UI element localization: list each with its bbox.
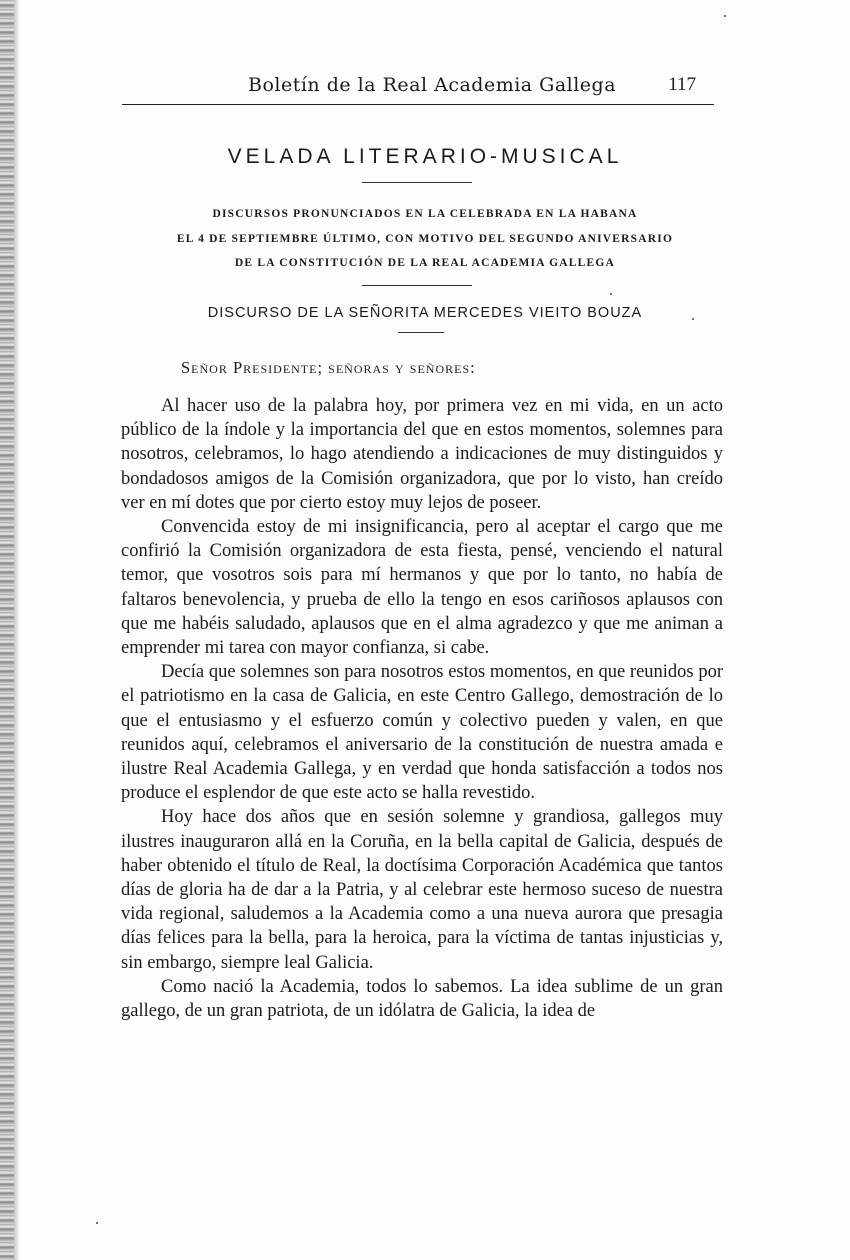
print-speck <box>610 293 612 295</box>
running-head: Boletín de la Real Academia Gallega <box>248 74 617 96</box>
speech-heading: DISCURSO DE LA SEÑORITA MERCEDES VIEITO BOUZA <box>207 305 643 321</box>
speech-heading-rule <box>398 332 444 333</box>
article-title: VELADA LITERARIO-MUSICAL <box>227 145 623 168</box>
book-binding-edge <box>0 0 14 1260</box>
binding-shadow <box>14 0 20 1260</box>
paragraph-1: Al hacer uso de la palabra hoy, por primera vez en mi vida, en un acto público de la índole y la importancia del que en estos momentos, solemnes para nosotros, celebramos, lo hago atendiendo a indicaciones de muy distinguidos y bondadosos amigos de la Comisión organizadora, que por lo visto, han creído ver en mí dotes que por cierto estoy muy lejos de poseer. <box>121 396 723 513</box>
title-rule <box>362 182 472 183</box>
paragraph-5: Como nació la Academia, todos lo sabemos. La idea sublime de un gran gallego, de un gran patriota, de un idólatra de Galicia, la idea de <box>121 976 723 1022</box>
print-speck <box>692 318 694 320</box>
body-text <box>121 394 723 1023</box>
print-speck <box>724 15 726 17</box>
subtitle-line-2: EL 4 DE SEPTIEMBRE ÚLTIMO, CON MOTIVO DEL SEGUNDO ANIVERSARIO <box>176 233 674 245</box>
subtitle-line-3: DE LA CONSTITUCIÓN DE LA REAL ACADEMIA GALLEGA <box>234 257 616 269</box>
salutation: Señor Presidente; señoras y señores: <box>181 358 476 377</box>
page-header <box>122 72 714 105</box>
paragraph-2: Convencida estoy de mi insignificancia, pero al aceptar el cargo que me confirió la Comisión organizadora de esta fiesta, pensé, venciendo el natural temor, que vosotros sois para mí hermanos y que por lo tanto, no había de faltaros benevolencia, y prueba de ello la tengo en esos cariñosos aplausos con que me habéis saludado, aplausos que en el alma agradezco y que me animan a emprender mi tarea con mayor confianza, si cabe. <box>121 517 723 659</box>
paragraph-3: Decía que solemnes son para nosotros estos momentos, en que reunidos por el patriotismo en la casa de Galicia, en este Centro Gallego, demostración de lo que el entusiasmo y el esfuerzo común y colectivo pueden y valen, en que reunidos aquí, celebramos el aniversario de la constitución de nuestra amada e ilustre Real Academia Gallega, y en verdad que honda satisfacción a todos nos produce el esplendor de que este acto se halla revestido. <box>121 662 723 804</box>
subtitle-rule <box>362 285 472 286</box>
subtitle-line-1: DISCURSOS PRONUNCIADOS EN LA CELEBRADA EN LA HABANA <box>212 208 638 220</box>
paragraph-4: Hoy hace dos años que en sesión solemne y grandiosa, gallegos muy ilustres inauguraron allá en la Coruña, en la bella capital de Galicia, después de haber obtenido el título de Real, la doctísima Corporación Académica que tantos días de gloria ha de dar a la Patria, y al celebrar este hermoso suceso de nuestra vida regional, saludemos a la Academia como a una nueva aurora que presagia días felices para la bella, para la heroica, para la víctima de tantas injusticias y, sin embargo, siempre leal Galicia. <box>121 807 723 973</box>
page-number: 117 <box>668 74 696 95</box>
print-speck <box>96 1222 98 1224</box>
